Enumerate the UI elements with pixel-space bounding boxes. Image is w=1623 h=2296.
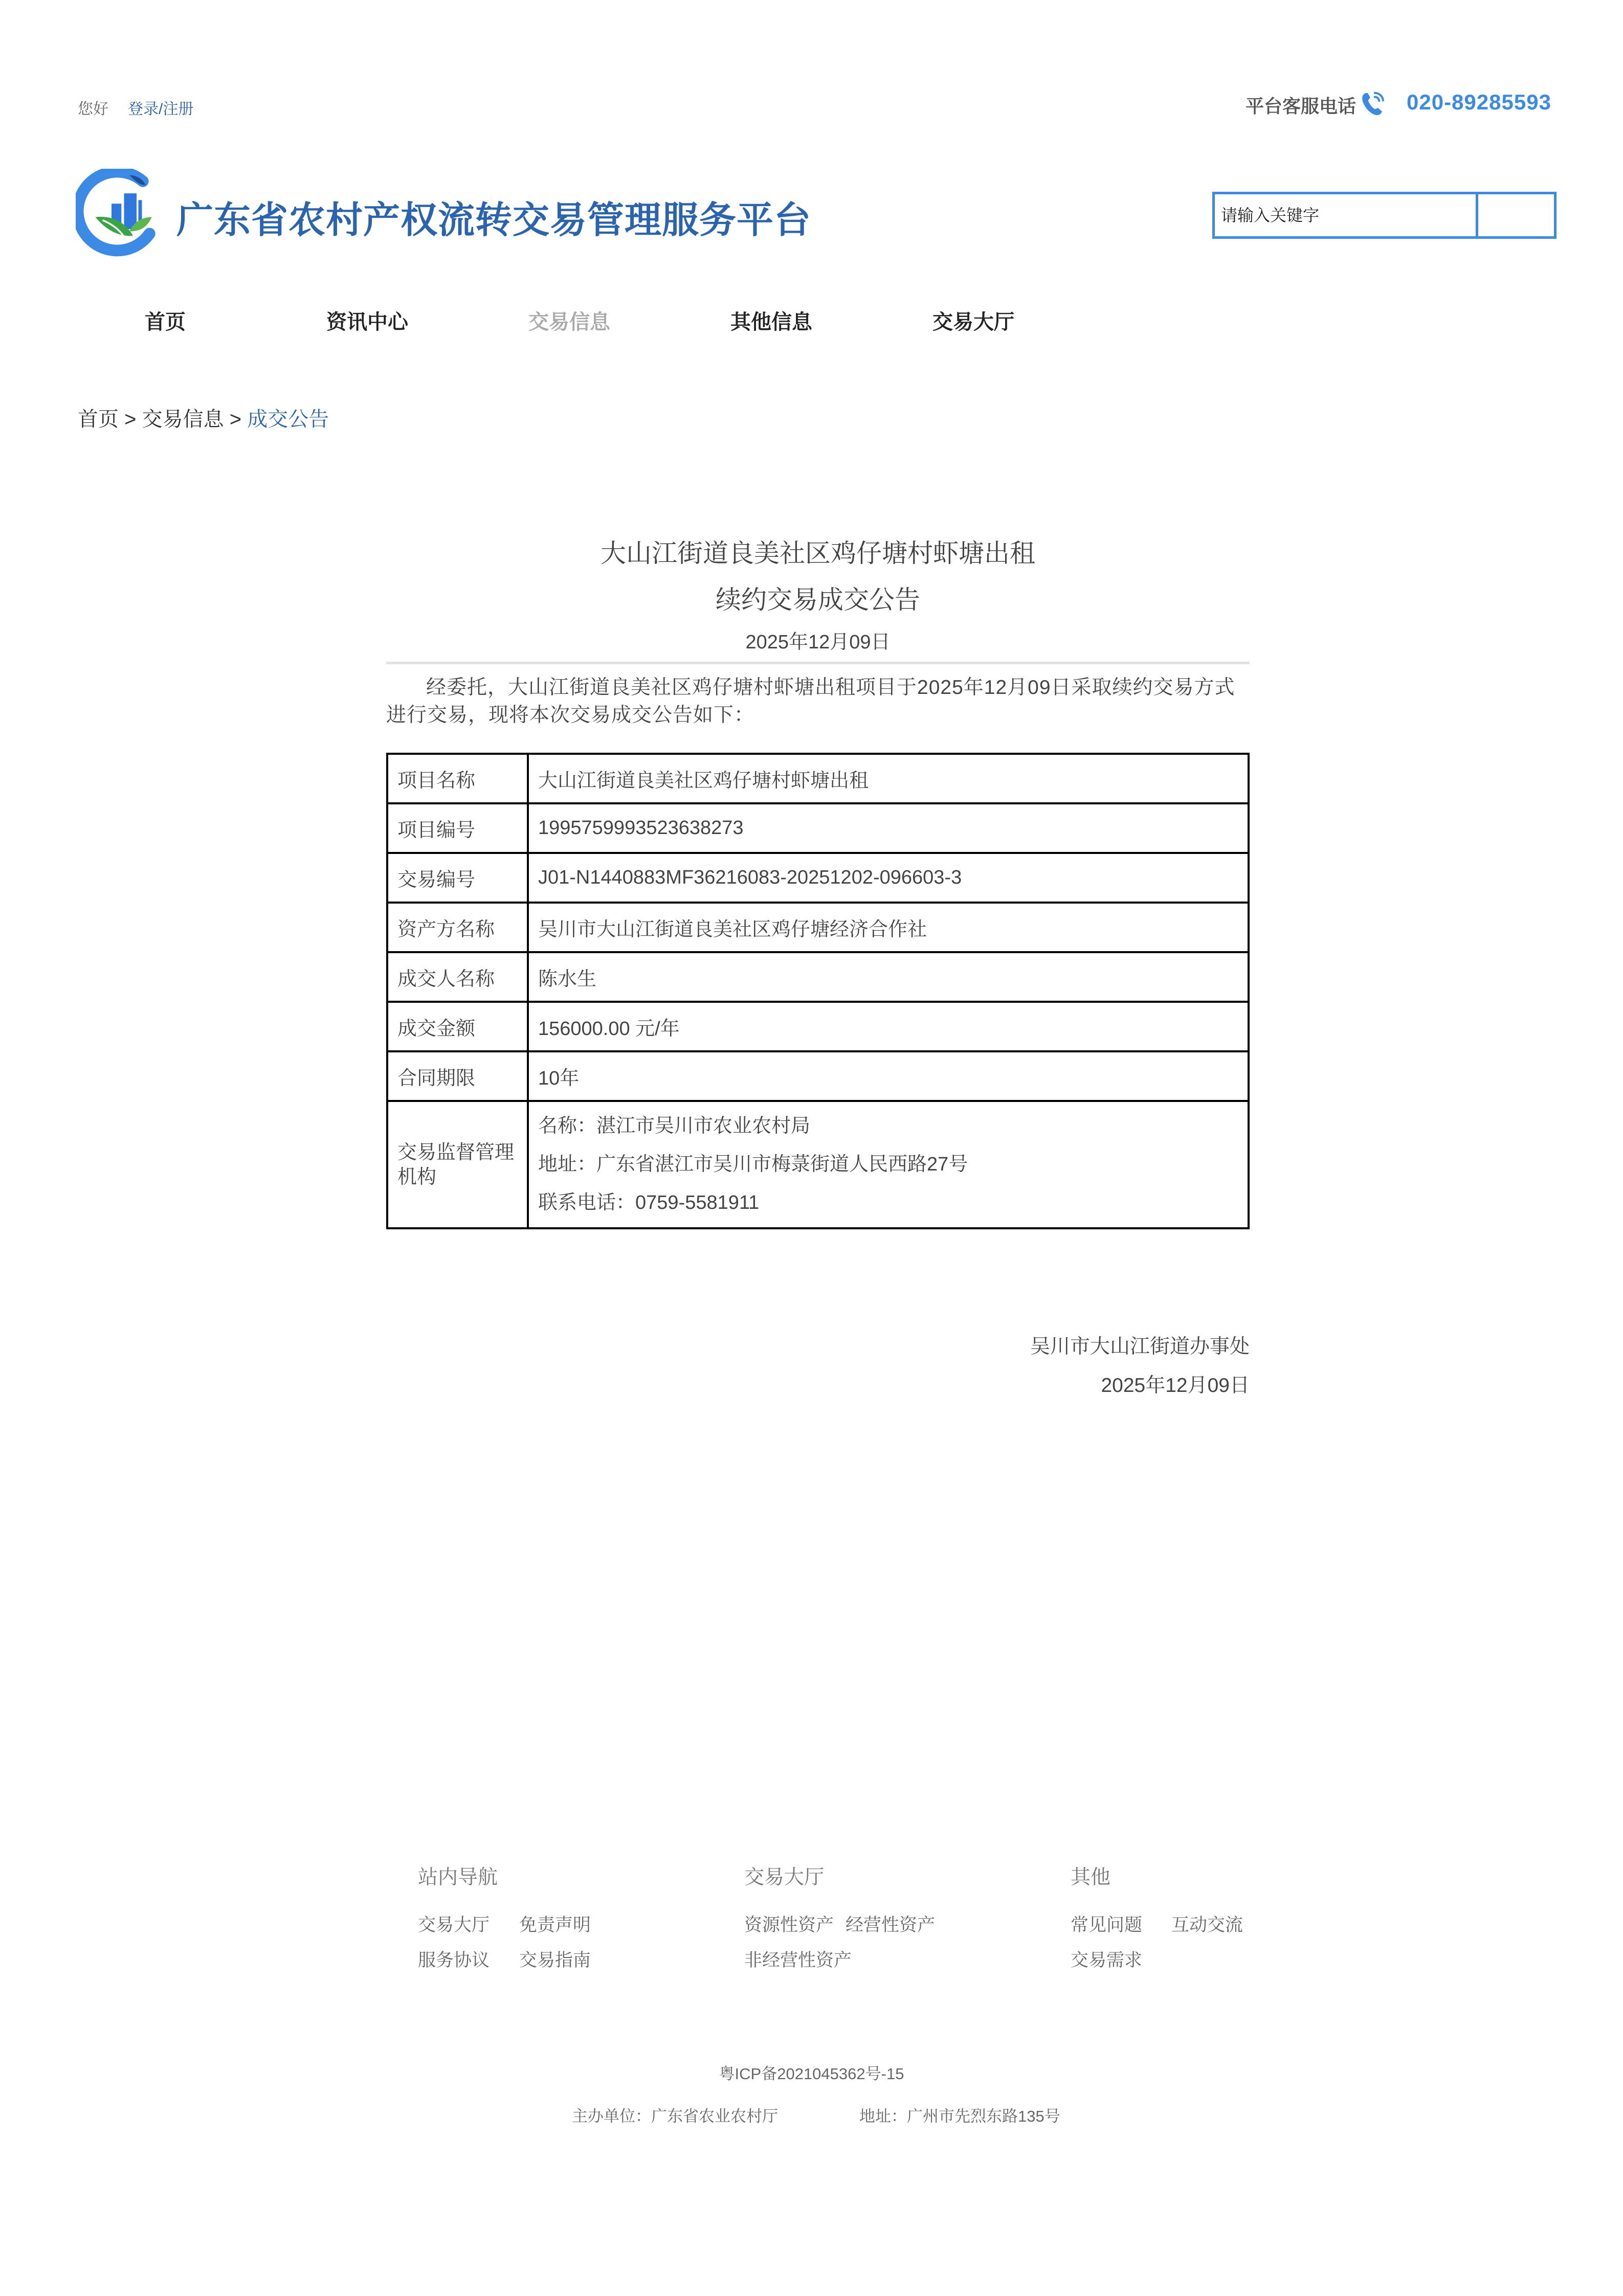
phone-icon [1361, 91, 1385, 117]
footer-col-title: 其他 [1071, 1866, 1111, 1888]
deal-info-table [386, 753, 1250, 1229]
supervisor-details [528, 1101, 1249, 1228]
footer-link[interactable]: 互动交流 [1171, 1915, 1243, 1935]
row-key: 合同期限 [387, 1051, 528, 1101]
row-value: J01-N1440883MF36216083-20251202-096603-3 [528, 853, 1249, 903]
platform-logo-icon [76, 169, 165, 258]
article-intro: 经委托，大山江街道良美社区鸡仔塘村虾塘出租项目于2025年12月09日采取续约交易方式进行交易，现将本次交易成交公告如下： [386, 677, 1235, 726]
login-register-link[interactable]: 登录/注册 [128, 101, 194, 118]
breadcrumb-trade-info[interactable]: 交易信息 [142, 408, 224, 431]
footer-link[interactable]: 常见问题 [1071, 1915, 1143, 1935]
nav-trade-hall[interactable]: 交易大厅 [932, 311, 1014, 333]
signature-org: 吴川市大山江街道办事处 [1030, 1336, 1250, 1358]
table-row [387, 1051, 1249, 1101]
greeting-text: 您好 [78, 101, 108, 118]
footer-link[interactable]: 经营性资产 [846, 1915, 936, 1935]
nav-trade-info[interactable]: 交易信息 [528, 311, 610, 333]
row-key: 项目编号 [387, 803, 528, 853]
row-value: 吴川市大山江街道良美社区鸡仔塘经济合作社 [528, 903, 1249, 952]
table-row [387, 903, 1249, 952]
row-value: 156000.00 元/年 [528, 1002, 1249, 1051]
signature-date: 2025年12月09日 [1101, 1375, 1250, 1397]
row-value: 大山江街道良美社区鸡仔塘村虾塘出租 [528, 754, 1249, 803]
footer-col-title: 站内导航 [418, 1866, 498, 1888]
nav-other-info[interactable]: 其他信息 [730, 311, 812, 333]
row-key: 项目名称 [387, 754, 528, 803]
table-row-supervisor [387, 1101, 1249, 1228]
table-row [387, 1002, 1249, 1051]
table-row [387, 853, 1249, 903]
table-row [387, 803, 1249, 853]
article-title-line1: 大山江街道良美社区鸡仔塘村虾塘出租 [601, 539, 1035, 568]
nav-home[interactable]: 首页 [145, 311, 186, 333]
row-key: 资产方名称 [387, 903, 528, 952]
breadcrumb-current[interactable]: 成交公告 [247, 408, 329, 431]
title-divider [386, 662, 1250, 664]
icp-record[interactable]: 粤ICP备2021045362号-15 [719, 2065, 904, 2083]
footer-link[interactable]: 资源性资产 [744, 1915, 834, 1935]
row-value: 1995759993523638273 [528, 803, 1249, 853]
footer-link[interactable]: 交易需求 [1071, 1950, 1143, 1970]
search-button[interactable] [1478, 194, 1554, 236]
footer-col-title: 交易大厅 [744, 1866, 825, 1888]
footer-link[interactable]: 非经营性资产 [744, 1950, 852, 1970]
row-key: 成交金额 [387, 1002, 528, 1051]
service-phone-number[interactable]: 020-89285593 [1407, 90, 1551, 114]
service-phone-label: 平台客服电话 [1246, 96, 1357, 117]
footer-link[interactable]: 免责声明 [519, 1915, 591, 1935]
search-box [1212, 192, 1557, 239]
row-value: 陈水生 [528, 952, 1249, 1002]
row-key: 交易监督管理机构 [387, 1101, 528, 1228]
site-title: 广东省农村产权流转交易管理服务平台 [176, 200, 812, 241]
breadcrumb [78, 403, 329, 432]
supervisor-name: 名称：湛江市吴川市农业农村局 [538, 1115, 811, 1137]
footer-link[interactable]: 服务协议 [418, 1950, 490, 1970]
row-key: 成交人名称 [387, 952, 528, 1002]
breadcrumb-home[interactable]: 首页 [78, 408, 119, 431]
table-row [387, 754, 1249, 803]
article-date: 2025年12月09日 [745, 632, 891, 653]
row-key: 交易编号 [387, 853, 528, 903]
row-value: 10年 [528, 1051, 1249, 1101]
nav-news-center[interactable]: 资讯中心 [326, 311, 408, 333]
breadcrumb-separator: > [124, 408, 137, 431]
article-title-line2: 续约交易成交公告 [716, 586, 920, 614]
search-input[interactable] [1215, 194, 1478, 236]
supervisor-phone: 联系电话：0759-5581911 [538, 1192, 760, 1213]
footer-address: 地址：广州市先烈东路135号 [859, 2107, 1060, 2125]
footer-host: 主办单位：广东省农业农村厅 [572, 2107, 778, 2125]
table-row [387, 952, 1249, 1002]
breadcrumb-separator: > [229, 408, 242, 431]
footer-link[interactable]: 交易大厅 [418, 1915, 490, 1935]
footer-link[interactable]: 交易指南 [519, 1950, 591, 1970]
supervisor-address: 地址：广东省湛江市吴川市梅菉街道人民西路27号 [538, 1154, 968, 1175]
